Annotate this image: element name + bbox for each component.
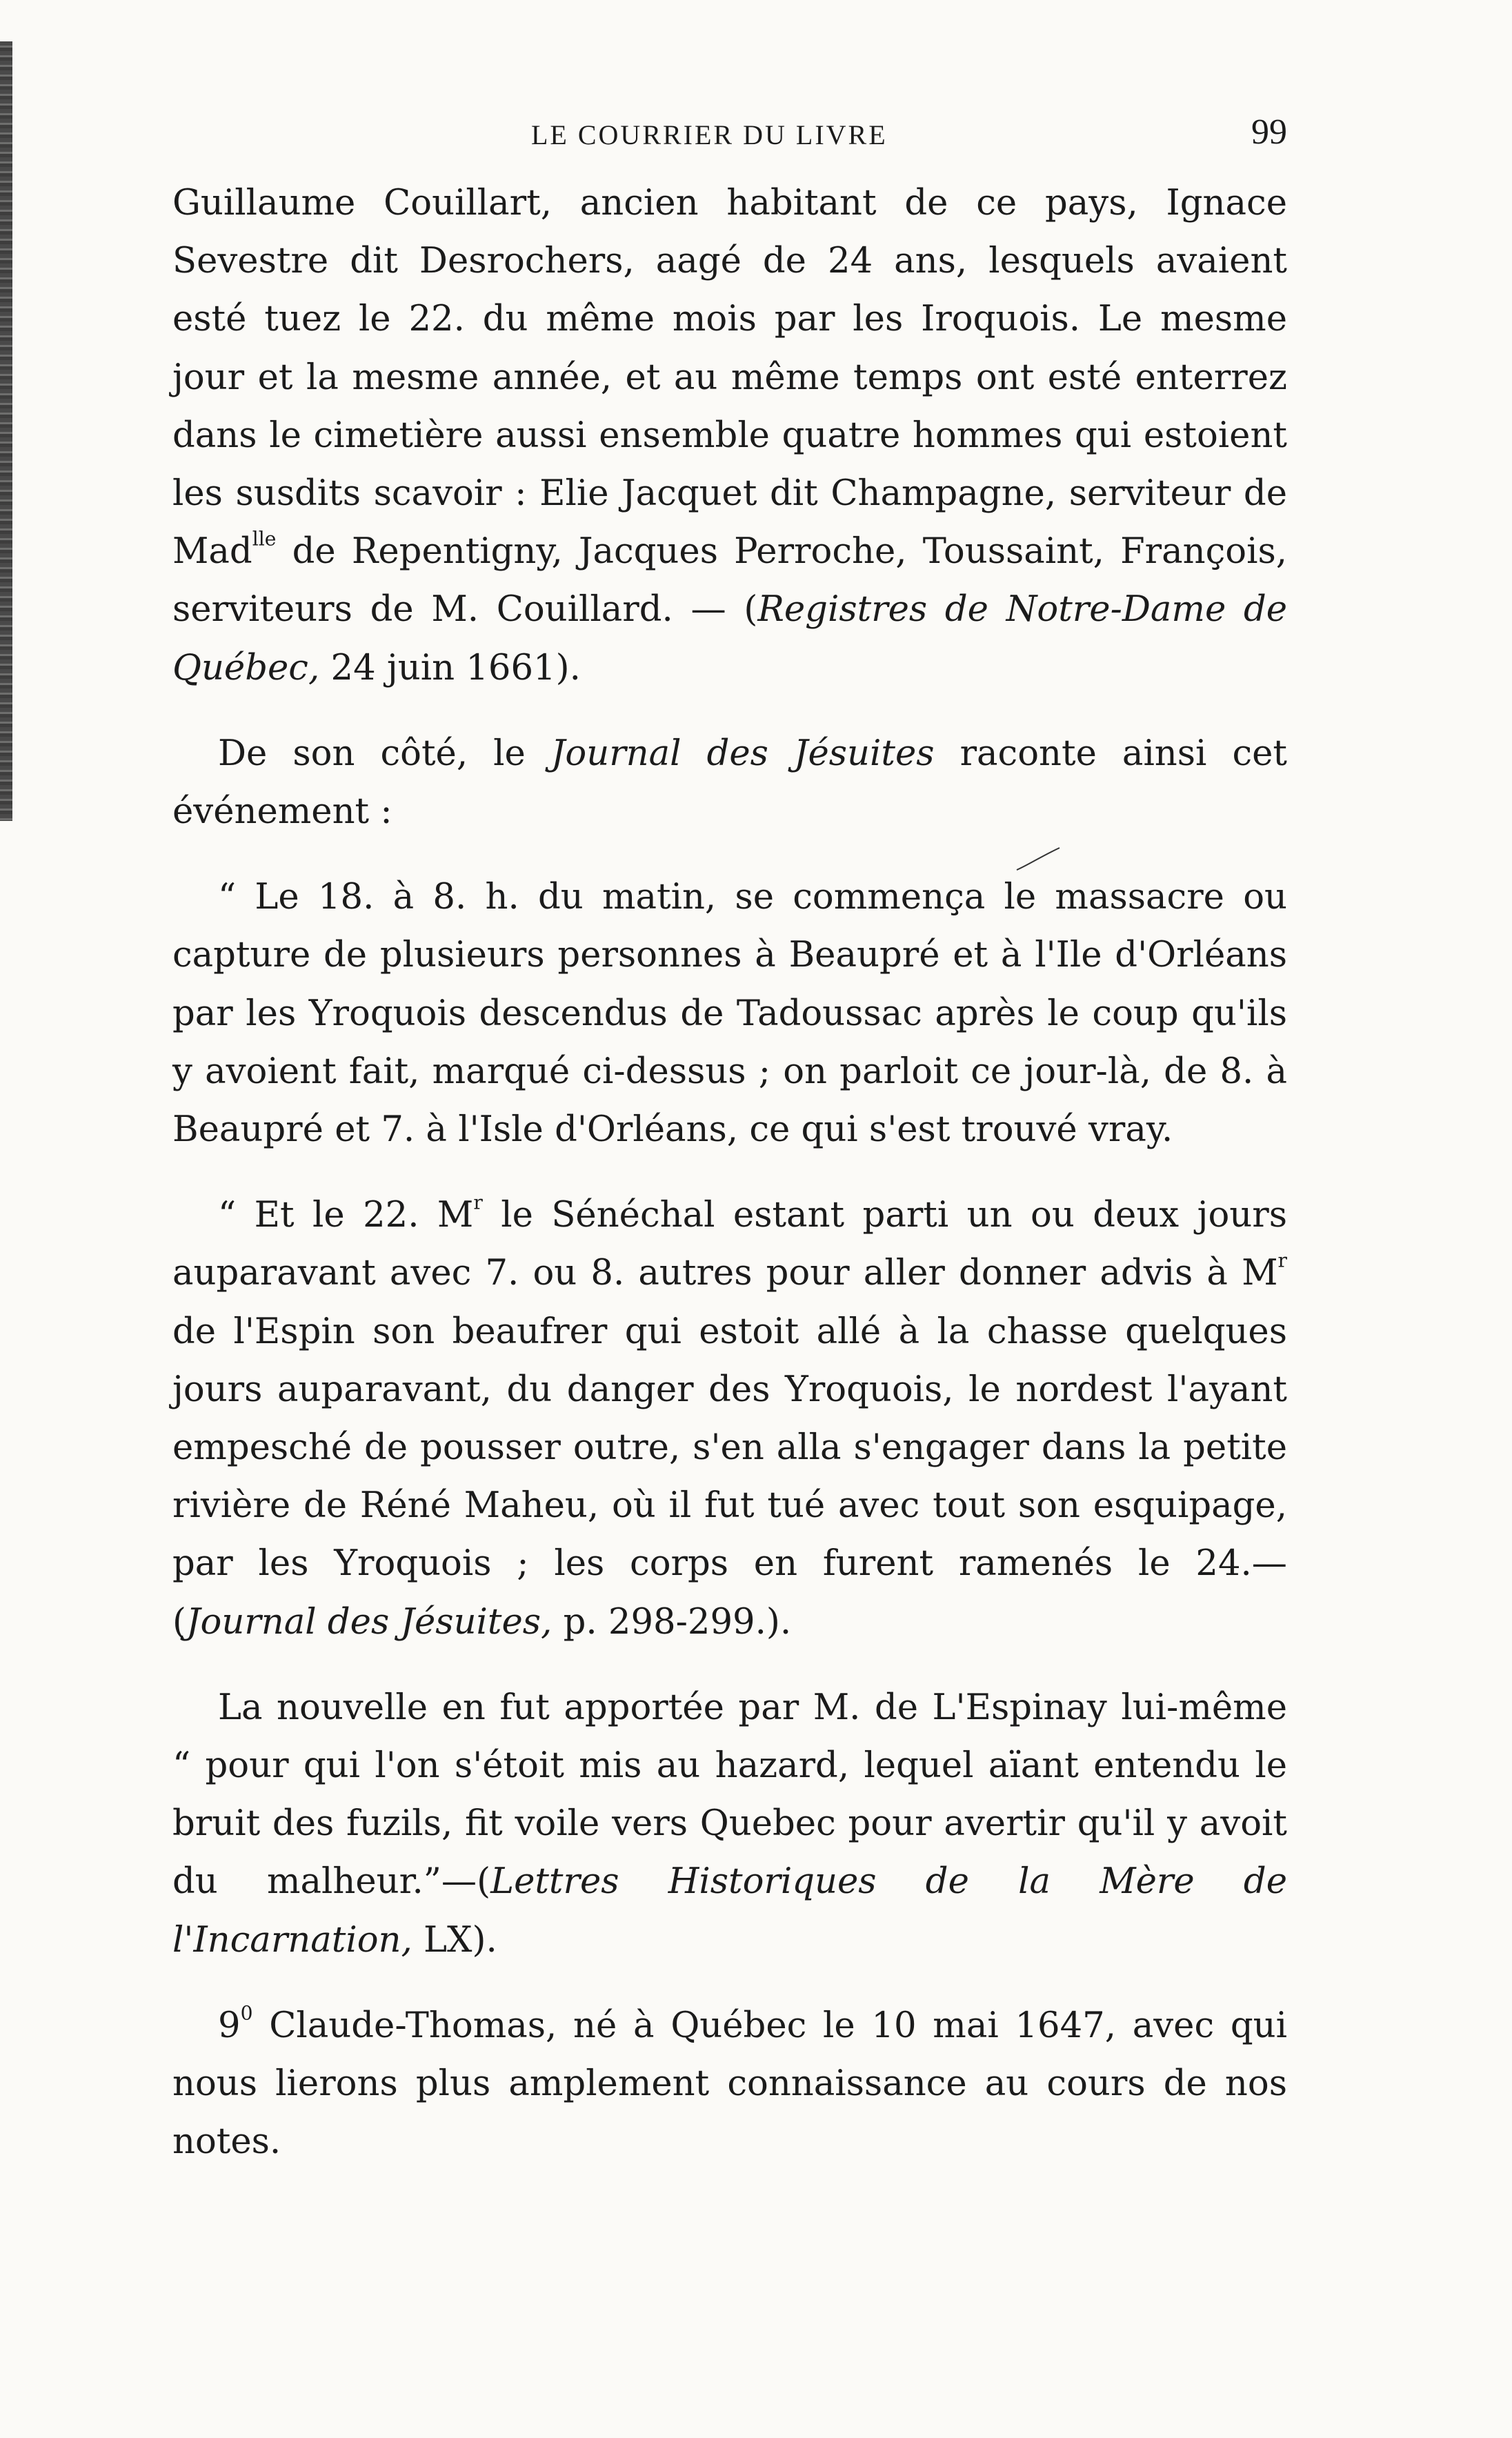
pen-stroke-mark <box>1014 845 1062 873</box>
binding-edge <box>0 41 12 821</box>
paragraph-burial-record: Guillaume Couillart, ancien habitant de ce pays, Ignace Sevestre dit Desrochers, aagé de 24 ans, lesquels avaient esté tuez le 22. du même mois par les Iroquois. Le mesme jour et la mesme année, et au même temps ont esté enterrez dans le cimetière aussi ensemble quatre hommes qui estoient les susdits scavoir : Elie Jacquet dit Champagne, serviteur de Mad$^{lle}$ de Repentigny, Jacques Perroche, Toussaint, François, serviteurs de M. Couillard. — (Registres de Notre-Dame de Québec, 24 juin 1661). <box>172 182 1287 688</box>
running-head: LE COURRIER DU LIVRE <box>531 119 888 150</box>
body-text <box>172 174 1287 2171</box>
paragraph-quote-senechal: “ Et le 22. $M^r$ le Sénéchal estant parti un ou deux jours auparavant avec 7. ou 8. autres pour aller donner advis à $M^r$ de l'Espin son beaufrer qui estoit allé à la chasse quelques jours auparavant, du danger des Yroquois, le nordest l'ayant empesché de pousser outre, s'en alla s'engager dans la petite rivière de Réné Maheu, où il fut tué avec tout son esquipage, par les Yroquois ; les corps en furent ramenés le 24.—(Journal des Jésuites, p. 298-299.). <box>172 1191 1287 1643</box>
paragraph-claude-thomas: $9^0$ Claude-Thomas, né à Québec le 10 mai 1647, avec qui nous lierons plus amplement connaissance au cours de nos notes. <box>172 2001 1287 2163</box>
paragraph-lespinay-news: La nouvelle en fut apportée par M. de L'Espinay lui-même “ pour qui l'on s'étoit mis au hazard, lequel aïant entendu le bruit des fuzils, fit voile vers Quebec pour avertir qu'il y avoit du malheur.”—(Lettres Historiques de la Mère de l'Incarnation, LX). <box>172 1686 1287 1961</box>
page-header <box>172 103 1287 159</box>
paragraph-journal-intro: De son côté, le Journal des Jésuites raconte ainsi cet événement : <box>172 732 1287 833</box>
paragraph-quote-massacre: “ Le 18. à 8. h. du matin, se commença le massacre ou capture de plusieurs personnes à Beaupré et à l'Ile d'Orléans par les Yroquois descendus de Tadoussac après le coup qu'ils y avoient fait, marqué ci-dessus ; on parloit ce jour-là, de 8. à Beaupré et 7. à l'Isle d'Orléans, ce qui s'est trouvé vray. <box>172 876 1287 1151</box>
page-number: 99 <box>1251 112 1287 152</box>
book-page <box>172 103 1287 2171</box>
